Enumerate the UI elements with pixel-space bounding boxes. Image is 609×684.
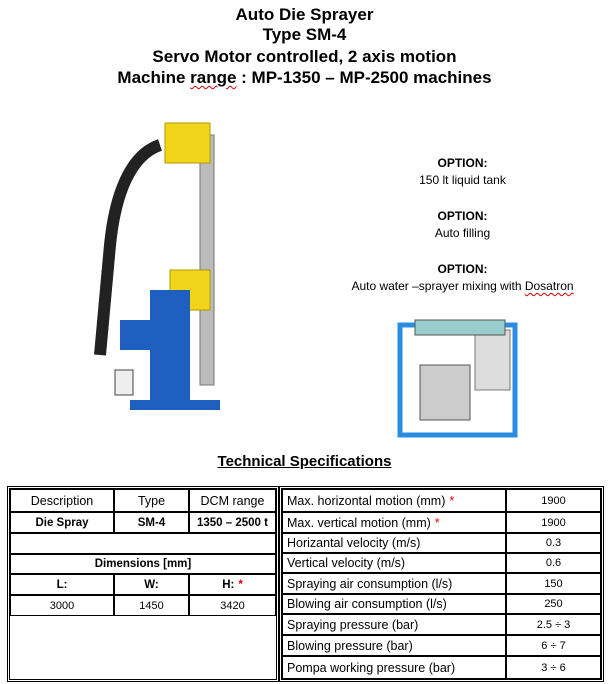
header-type: Type bbox=[114, 489, 189, 512]
option-liquid-tank bbox=[330, 155, 595, 189]
spec-label bbox=[282, 533, 506, 553]
spec-label-text: Max. horizontal motion (mm) bbox=[287, 493, 446, 508]
die-sprayer-machine-image bbox=[90, 115, 240, 425]
title-line-4 bbox=[0, 68, 609, 88]
blank-row bbox=[10, 533, 276, 554]
tank-unit-image bbox=[395, 310, 525, 445]
spec-value: 0.6 bbox=[506, 553, 601, 573]
spec-label-text: Spraying pressure (bar) bbox=[287, 617, 419, 632]
spec-label bbox=[282, 614, 506, 635]
option-text: Auto water –sprayer mixing with bbox=[351, 279, 525, 293]
spec-label-text: Blowing air consumption (l/s) bbox=[287, 597, 447, 611]
spec-label bbox=[282, 489, 506, 512]
title-text: Machine bbox=[117, 68, 191, 87]
spec-label-text: Spraying air consumption (l/s) bbox=[287, 576, 453, 591]
option-auto-filling bbox=[330, 208, 595, 242]
spec-value: 2.5 ÷ 3 bbox=[506, 614, 601, 635]
title-line-3: Servo Motor controlled, 2 axis motion bbox=[152, 47, 457, 66]
spec-value: 6 ÷ 7 bbox=[506, 635, 601, 656]
required-mark: * bbox=[449, 493, 455, 508]
option-water-mixing bbox=[330, 261, 595, 295]
cell-type: SM-4 bbox=[114, 512, 189, 533]
option-text: Auto filling bbox=[434, 226, 491, 240]
option-label: OPTION: bbox=[437, 209, 488, 223]
spec-label-text: Vertical velocity (m/s) bbox=[287, 556, 406, 570]
dim-label-w: W: bbox=[114, 574, 189, 595]
spec-label-text: Horizantal velocity (m/s) bbox=[287, 536, 421, 550]
specs-table bbox=[279, 486, 604, 682]
required-mark: * bbox=[238, 578, 243, 591]
dim-label-h bbox=[189, 574, 276, 595]
option-text: 150 lt liquid tank bbox=[419, 173, 506, 187]
spec-label bbox=[282, 656, 506, 679]
spec-value: 150 bbox=[506, 573, 601, 594]
option-label: OPTION: bbox=[437, 262, 488, 276]
dim-label-l: L: bbox=[10, 574, 114, 595]
spec-value: 0.3 bbox=[506, 533, 601, 553]
dim-value-h: 3420 bbox=[189, 595, 276, 616]
spec-label bbox=[282, 635, 506, 656]
cell-description: Die Spray bbox=[10, 512, 114, 533]
spec-label bbox=[282, 512, 506, 533]
spec-value: 1900 bbox=[506, 512, 601, 533]
spec-value: 1900 bbox=[506, 489, 601, 512]
option-label: OPTION: bbox=[437, 156, 488, 170]
spec-label-text: Max. vertical motion (mm) bbox=[287, 515, 431, 530]
title-line-1: Auto Die Sprayer bbox=[235, 5, 374, 24]
cell-dcm-range: 1350 – 2500 t bbox=[189, 512, 276, 533]
header-description: Description bbox=[10, 489, 114, 512]
header-dcm-range: DCM range bbox=[189, 489, 276, 512]
dim-value-w: 1450 bbox=[114, 595, 189, 616]
dimensions-title: Dimensions [mm] bbox=[10, 554, 276, 574]
required-mark: * bbox=[434, 515, 440, 530]
title-text: range bbox=[190, 68, 237, 87]
specs-title: Technical Specifications bbox=[217, 453, 392, 470]
spec-label bbox=[282, 594, 506, 614]
dim-value-l: 3000 bbox=[10, 595, 114, 616]
option-brand: Dosatron bbox=[524, 279, 574, 293]
dim-label-text: H: bbox=[222, 578, 235, 591]
general-table bbox=[7, 486, 279, 682]
spec-label-text: Blowing pressure (bar) bbox=[287, 638, 413, 653]
spec-label bbox=[282, 553, 506, 573]
spec-value: 3 ÷ 6 bbox=[506, 656, 601, 679]
spec-label bbox=[282, 573, 506, 594]
spec-label-text: Pompa working pressure (bar) bbox=[287, 660, 456, 675]
title-text: : MP-1350 – MP-2500 machines bbox=[236, 68, 492, 87]
title-line-2: Type SM-4 bbox=[262, 25, 347, 44]
spec-value: 250 bbox=[506, 594, 601, 614]
